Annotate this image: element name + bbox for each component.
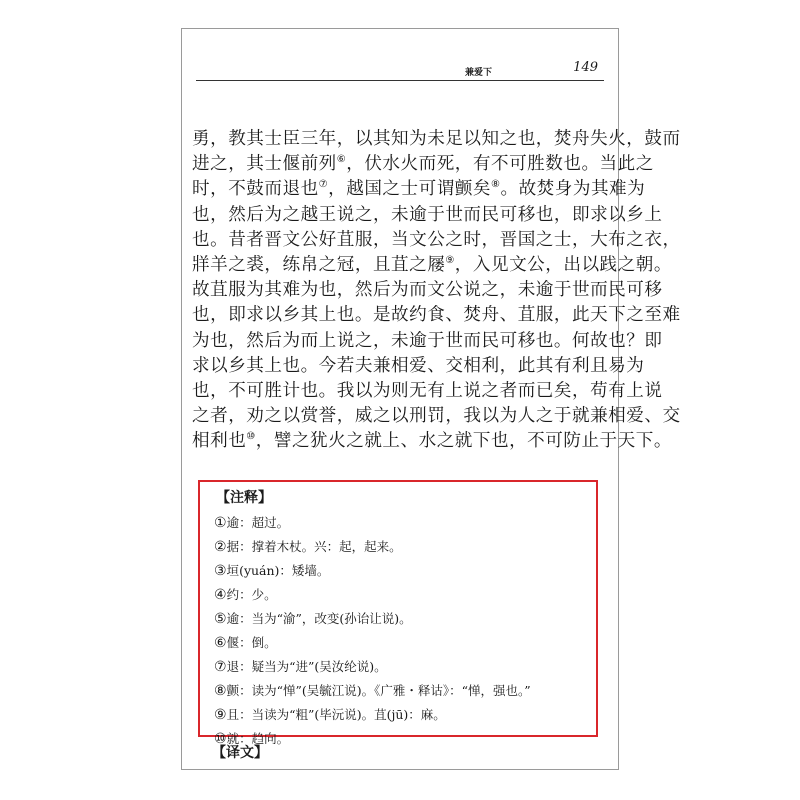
- text-line: 为也，然后为而上说之，未逾于世而民可移也。何故也？即: [192, 330, 663, 351]
- text-line: 也，不可胜计也。我以为则无有上说之者而已矣，苟有上说: [192, 381, 663, 402]
- text-line: 进之，其士偃前列⑥，伏水火而死，有不可胜数也。当此之: [192, 154, 654, 175]
- note-item: ⑥偃：倒。: [214, 635, 277, 651]
- notes-heading: 【注释】: [216, 490, 272, 506]
- text-line: 牂羊之裘，练帛之冠，且苴之屦⑨，入见文公，出以践之朝。: [192, 255, 672, 276]
- footnote-mark: ⑨: [445, 255, 455, 267]
- text-line: 故苴服为其难为也，然后为而文公说之，未逾于世而民可移: [192, 280, 663, 301]
- text-line: 也，即求以乡其上也。是故约食、焚舟、苴服，此天下之至难: [192, 305, 681, 326]
- text-line: 时，不鼓而退也⑦，越国之士可谓颤矣⑧。故焚身为其难为: [192, 179, 646, 200]
- footnote-mark: ⑩: [246, 431, 256, 443]
- text-line: 也。昔者晋文公好苴服，当文公之时，晋国之士，大布之衣，: [192, 229, 681, 250]
- running-header: [196, 62, 604, 81]
- text-line: 也，然后为之越王说之，未逾于世而民可移也，即求以乡上: [192, 204, 663, 225]
- note-item: ④约：少。: [214, 587, 277, 603]
- text-line: 勇，教其士臣三年，以其知为未足以知之也，焚舟失火，鼓而: [192, 129, 681, 149]
- footnote-mark: ⑧: [491, 179, 501, 191]
- note-item: ③垣(yuán)：矮墙。: [214, 563, 330, 579]
- note-item: ⑩就：趋向。: [214, 731, 290, 747]
- page-number: 149: [573, 60, 598, 75]
- note-item: ②据：撑着木杖。兴：起，起来。: [214, 539, 402, 555]
- notes-list: [214, 511, 594, 751]
- text-line: 之者，劝之以赏誉，威之以刑罚，我以为人之于就兼相爱、交: [192, 406, 681, 427]
- note-item: ⑦退：疑当为“进”(吴汝纶说)。: [214, 659, 387, 675]
- footnote-mark: ⑥: [336, 154, 347, 166]
- note-item: ⑤逾：当为“渝”，改变(孙诒让说)。: [214, 611, 412, 627]
- translation-heading: 【译文】: [212, 745, 268, 761]
- note-item: ⑨且：当读为“粗”(毕沅说)。苴(jū)：麻。: [214, 707, 446, 723]
- footnote-mark: ⑦: [318, 179, 329, 191]
- note-item: ①逾：超过。: [214, 515, 290, 531]
- text-line: 求以乡其上也。今若夫兼相爱、交相利，此其有利且易为: [192, 355, 645, 376]
- main-text: [192, 127, 681, 455]
- chapter-title: 兼爱下: [465, 68, 493, 78]
- note-item: ⑧颤：读为“惮”(吴毓江说)。《广雅・释诂》：“惮，强也。”: [214, 683, 531, 699]
- text-line: 相利也⑩，譬之犹火之就上、水之就下也，不可防止于天下。: [192, 431, 672, 452]
